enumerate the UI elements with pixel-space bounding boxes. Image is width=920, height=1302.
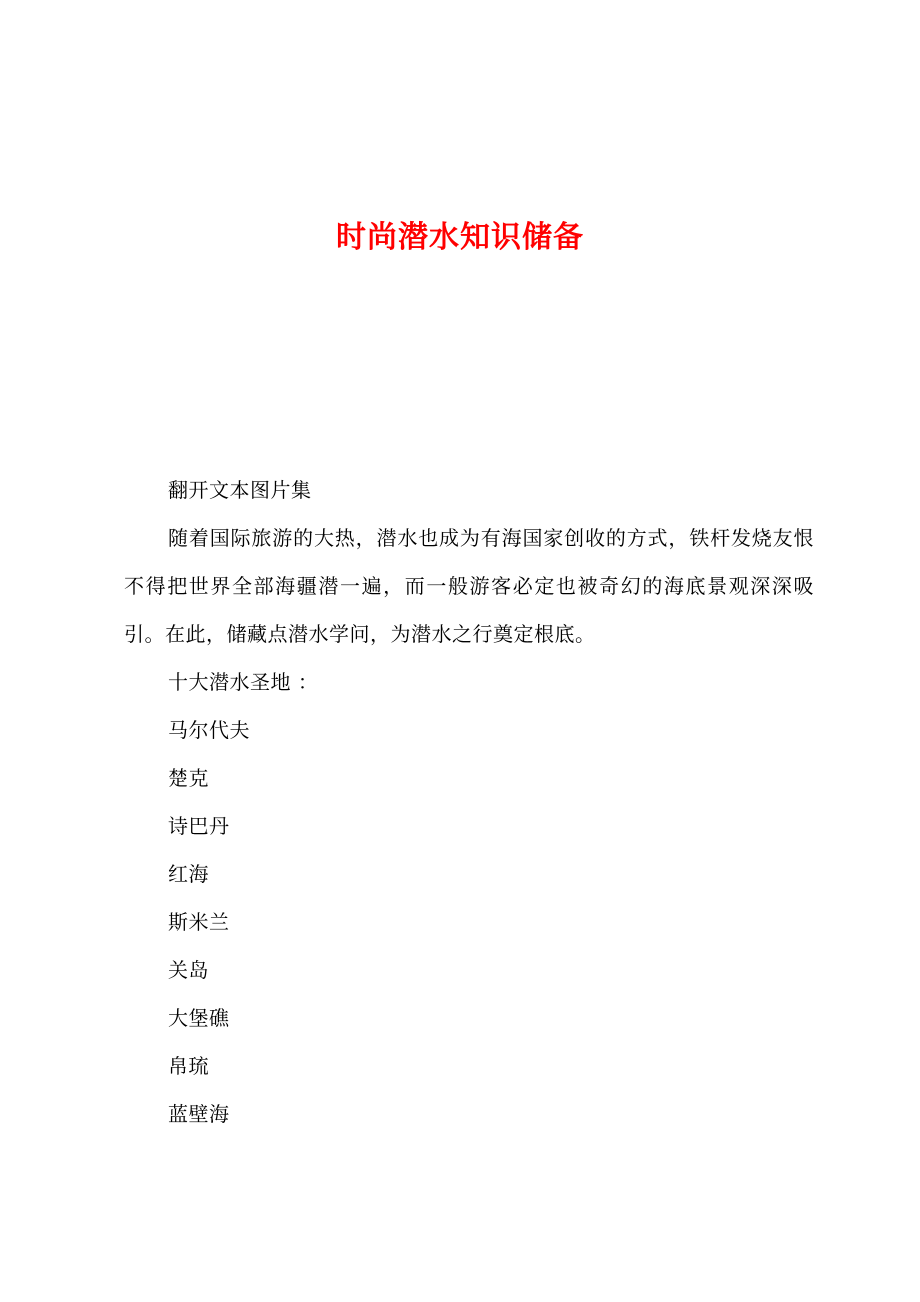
- dive-spots-list: [124, 706, 814, 1138]
- list-item: 马尔代夫: [168, 718, 250, 742]
- paragraph-spots-heading: 十大潜水圣地 ：: [168, 670, 319, 694]
- document-body: [124, 466, 814, 1138]
- list-item: 关岛: [168, 958, 209, 982]
- list-item: 楚克: [168, 766, 209, 790]
- list-item: 大堡礁: [168, 1006, 230, 1030]
- list-item: 帛琉: [168, 1054, 209, 1078]
- paragraph-intro-link: 翻开文本图片集: [168, 478, 312, 502]
- list-item: 蓝壁海: [168, 1102, 230, 1126]
- list-item: 斯米兰: [168, 910, 230, 934]
- paragraph-main: 随着国际旅游的大热，潜水也成为有海国家创收的方式，铁杆发烧友恨不得把世界全部海疆潜一遍，而一般游客必定也被奇幻的海底景观深深吸引。在此，储藏点潜水学问，为潜水之行奠定根底。: [124, 526, 814, 646]
- list-item: 诗巴丹: [168, 814, 230, 838]
- list-item: 红海: [168, 862, 209, 886]
- document-title: 时尚潜水知识储备: [336, 220, 584, 256]
